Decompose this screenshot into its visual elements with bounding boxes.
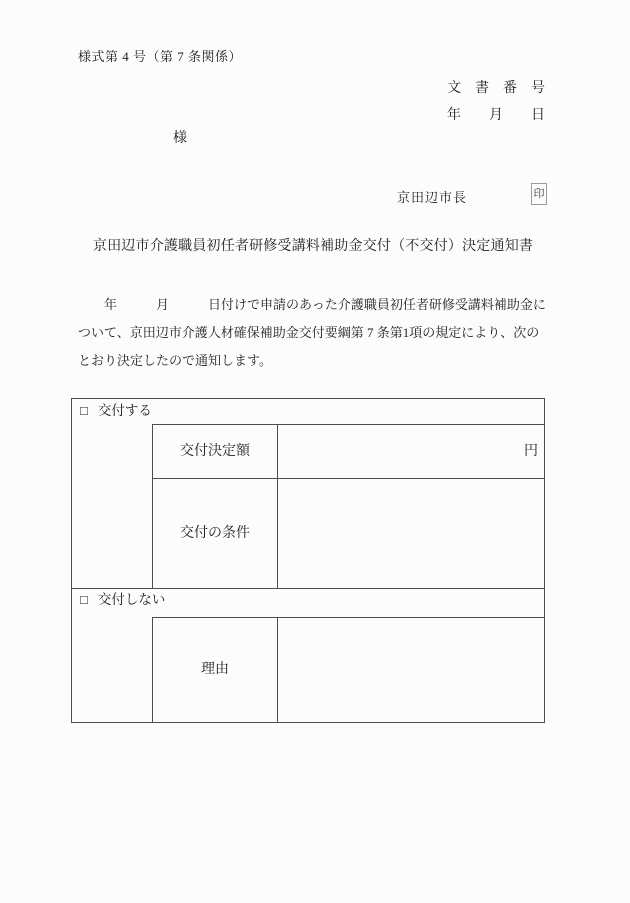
body-line: 年 月 日付けで申請のあった介護職員初任者研修受講料補助金に [78,297,546,312]
no-grant-option-label: 交付しない [97,592,166,607]
grant-option-row [80,404,152,418]
body-line: ついて、京田辺市介護人材確保補助金交付要綱第 7 条第1項の規定により、次の [78,325,540,340]
no-grant-checkbox: □ [80,592,88,608]
reason-label-cell: 理由 [201,662,229,677]
seal-box [531,183,547,205]
body-paragraph [78,291,618,375]
seal-mark: 印 [533,187,545,200]
amount-label-cell: 交付決定額 [180,443,250,459]
table-divider [72,588,544,589]
amount-unit: 円 [524,443,538,459]
no-grant-option-row [80,593,165,607]
decision-table [71,398,545,723]
grant-option-label: 交付する [97,403,152,418]
reason-value-cell [278,618,544,722]
date-placeholder: 年 月 日 [447,108,545,123]
conditions-value-cell [278,479,544,588]
conditions-label-cell: 交付の条件 [180,525,250,541]
addressee-honorific: 様 [173,131,187,146]
page-title: 京田辺市介護職員初任者研修受講料補助金交付（不交付）決定通知書 [92,239,534,254]
grant-checkbox: □ [80,403,88,419]
body-line: とおり決定したので通知します。 [78,353,272,368]
form-number: 様式第 4 号（第 7 条関係） [78,49,243,64]
amount-value-cell [278,425,544,478]
sender-title: 京田辺市長 [397,190,468,205]
document-number-placeholder: 文 書 番 号 [447,81,545,96]
